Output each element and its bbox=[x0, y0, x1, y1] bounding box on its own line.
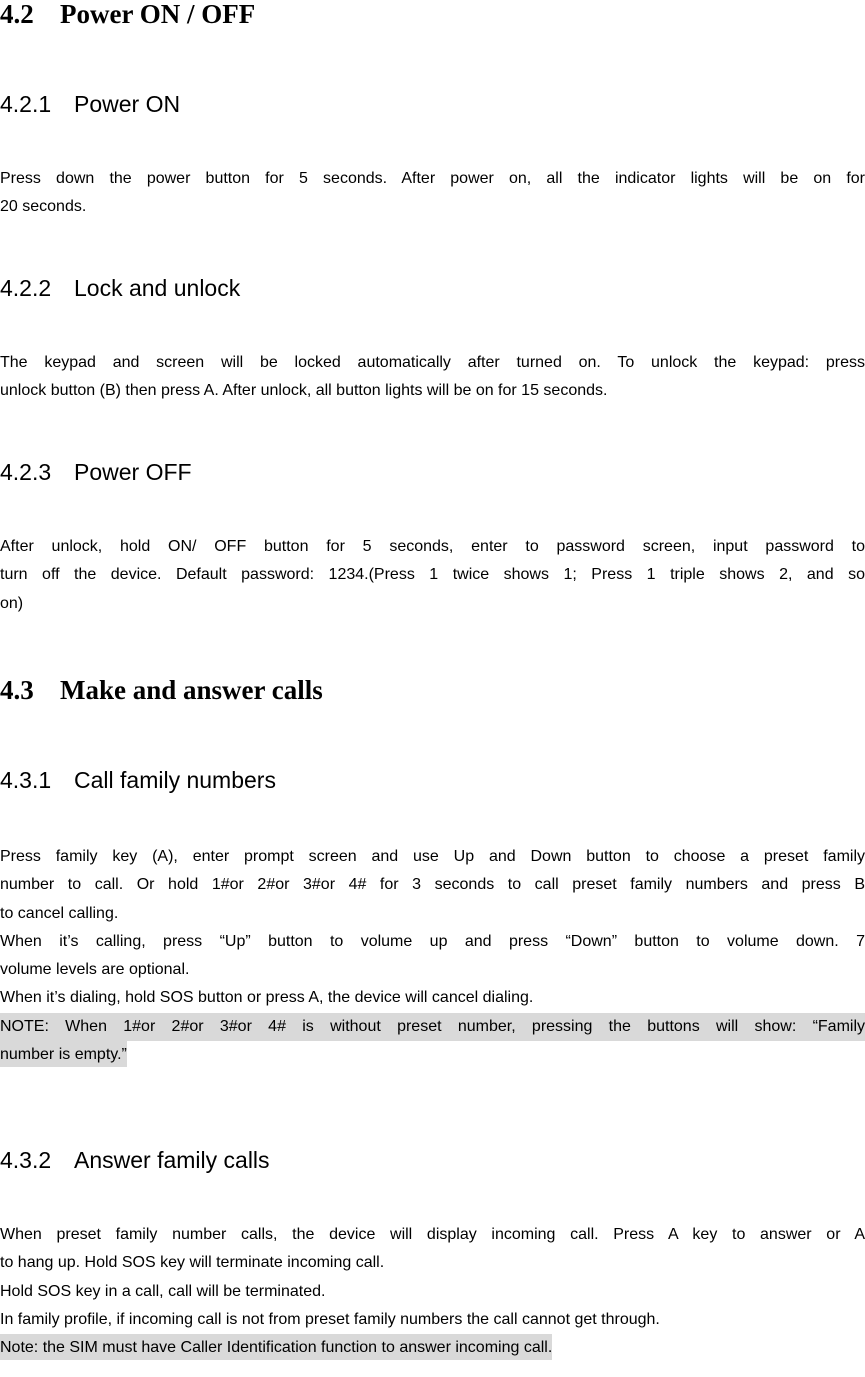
heading-number: 4.3.2 bbox=[0, 1147, 52, 1173]
paragraph-line: Press down the power button for 5 seconds. After power on, all the indicator lights will be on for bbox=[0, 170, 865, 187]
heading-4-2-2 bbox=[0, 273, 240, 303]
note-highlight-line-wrap bbox=[0, 1334, 865, 1362]
heading-4-3 bbox=[0, 674, 323, 706]
paragraph-line: turn off the device. Default password: 1234.(Press 1 twice shows 1; Press 1 triple shows 2, and so bbox=[0, 566, 865, 584]
paragraph-line: In family profile, if incoming call is not from preset family numbers the call cannot get through. bbox=[0, 1310, 660, 1328]
heading-number: 4.3.1 bbox=[0, 767, 52, 793]
heading-title: Power ON bbox=[74, 91, 181, 117]
heading-title: Lock and unlock bbox=[74, 275, 241, 301]
heading-4-2-3 bbox=[0, 457, 192, 487]
paragraph-power-on bbox=[0, 165, 865, 222]
paragraph-line: The keypad and screen will be locked automatically after turned on. To unlock the keypad: press bbox=[0, 354, 865, 371]
heading-number: 4.3 bbox=[0, 675, 34, 705]
paragraph-lock-unlock bbox=[0, 349, 865, 406]
paragraph-line: 20 seconds. bbox=[0, 198, 87, 216]
paragraph-line: to cancel calling. bbox=[0, 904, 119, 922]
paragraph-line: When it’s calling, press “Up” button to volume up and press “Down” button to volume down. 7 bbox=[0, 932, 865, 950]
heading-number: 4.2.1 bbox=[0, 91, 52, 117]
paragraph-power-off bbox=[0, 533, 865, 618]
paragraph-answer-family bbox=[0, 1221, 865, 1362]
paragraph-line: When preset family number calls, the device will display incoming call. Press A key to answer or A bbox=[0, 1226, 865, 1243]
heading-4-2-1 bbox=[0, 89, 180, 119]
heading-number: 4.2.3 bbox=[0, 459, 52, 485]
paragraph-line: number to call. Or hold 1#or 2#or 3#or 4# for 3 seconds to call preset family numbers and press B bbox=[0, 876, 865, 894]
paragraph-line: After unlock, hold ON/ OFF button for 5 seconds, enter to password screen, input password to bbox=[0, 538, 865, 555]
heading-4-2 bbox=[0, 0, 255, 30]
note-highlight-line: NOTE: When 1#or 2#or 3#or 4# is without preset number, pressing the buttons will show: “Family bbox=[0, 1013, 865, 1041]
heading-title: Power OFF bbox=[74, 459, 192, 485]
paragraph-line: volume levels are optional. bbox=[0, 961, 190, 979]
heading-number: 4.2 bbox=[0, 0, 34, 29]
paragraph-call-family bbox=[0, 843, 865, 1069]
paragraph-line: to hang up. Hold SOS key will terminate incoming call. bbox=[0, 1254, 385, 1272]
heading-title: Make and answer calls bbox=[60, 675, 323, 705]
paragraph-line: When it’s dialing, hold SOS button or press A, the device will cancel dialing. bbox=[0, 989, 534, 1007]
paragraph-line: unlock button (B) then press A. After unlock, all button lights will be on for 15 seconds. bbox=[0, 382, 608, 400]
heading-title: Call family numbers bbox=[74, 767, 276, 793]
paragraph-line: Press family key (A), enter prompt screen and use Up and Down button to choose a preset family bbox=[0, 848, 865, 865]
note-highlight-text: Note: the SIM must have Caller Identification function to answer incoming call. bbox=[0, 1334, 552, 1360]
heading-title: Answer family calls bbox=[74, 1147, 270, 1173]
note-highlight-line-wrap bbox=[0, 1041, 865, 1069]
heading-4-3-1 bbox=[0, 765, 276, 795]
paragraph-line: Hold SOS key in a call, call will be terminated. bbox=[0, 1282, 326, 1300]
note-highlight-text: number is empty.” bbox=[0, 1041, 127, 1067]
heading-number: 4.2.2 bbox=[0, 275, 52, 301]
paragraph-line: on) bbox=[0, 594, 24, 612]
heading-title: Power ON / OFF bbox=[60, 0, 256, 29]
heading-4-3-2 bbox=[0, 1145, 270, 1175]
